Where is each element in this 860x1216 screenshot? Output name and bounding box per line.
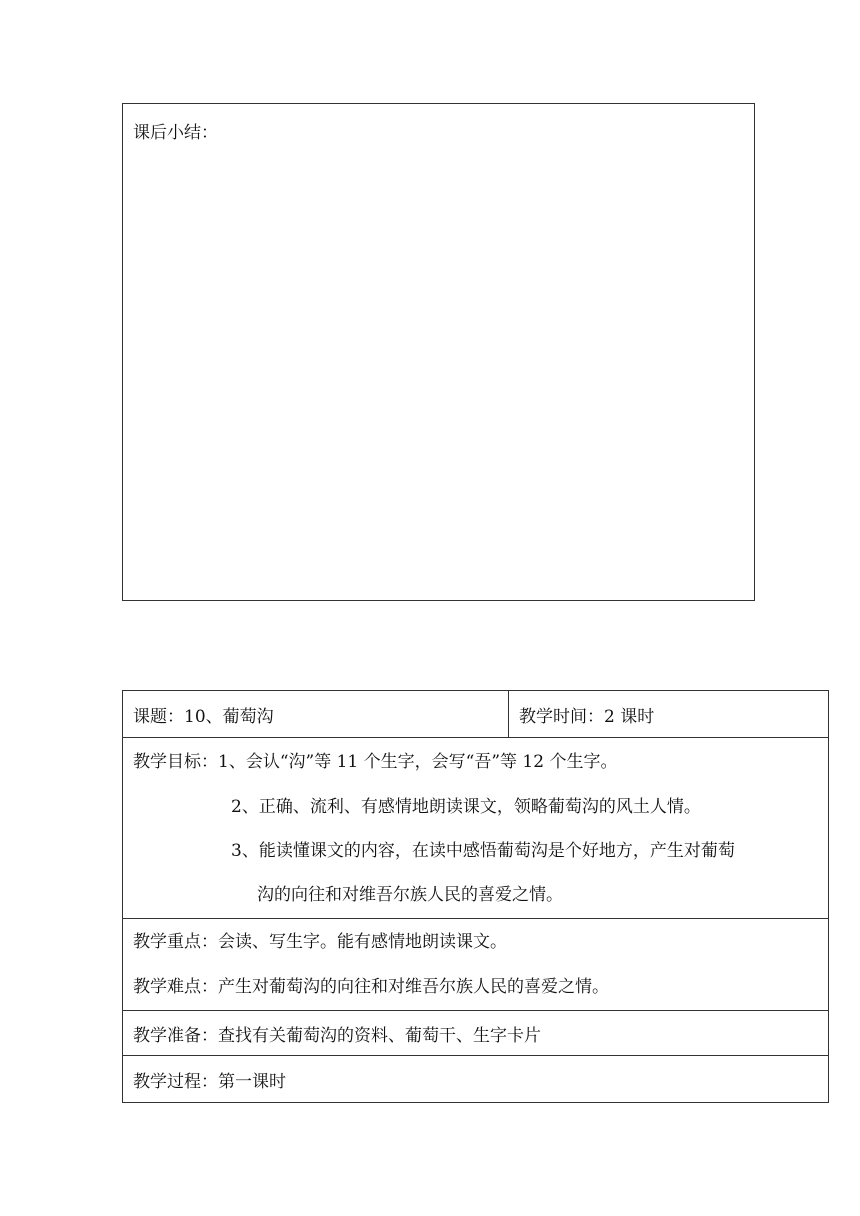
key-points-label: 教学重点： <box>133 931 218 952</box>
goal-3-continued: 沟的向往和对维吾尔族人民的喜爱之情。 <box>257 885 563 905</box>
prep-value: 查找有关葡萄沟的资料、葡萄干、生字卡片 <box>218 1025 541 1046</box>
goal-3: 3、能读懂课文的内容，在读中感悟葡萄沟是个好地方，产生对葡萄 <box>231 841 735 861</box>
process-cell <box>123 1056 829 1103</box>
process-label: 教学过程： <box>133 1071 218 1092</box>
key-points-row <box>123 919 829 1011</box>
key-points-cell <box>123 919 829 1011</box>
time-cell <box>509 691 829 738</box>
title-value: 10、葡萄沟 <box>184 706 274 727</box>
title-cell <box>123 691 509 738</box>
post-class-summary-box <box>122 103 755 601</box>
time-label: 教学时间： <box>519 706 604 727</box>
summary-label: 课后小结： <box>133 123 218 143</box>
goals-label: 教学目标： <box>133 752 218 772</box>
lesson-plan-table <box>122 690 829 1103</box>
goals-row <box>123 738 829 919</box>
key-points-value: 会读、写生字。能有感情地朗读课文。 <box>218 931 507 952</box>
title-row <box>123 691 829 738</box>
goal-line-1 <box>133 739 818 785</box>
difficulties-label: 教学难点： <box>133 976 218 997</box>
difficulties-value: 产生对葡萄沟的向往和对维吾尔族人民的喜爱之情。 <box>218 976 609 997</box>
difficulties-line <box>133 965 818 1010</box>
key-points-line <box>133 920 818 965</box>
prep-row <box>123 1011 829 1056</box>
process-row <box>123 1056 829 1103</box>
title-label: 课题： <box>133 706 184 727</box>
goals-cell <box>123 738 829 919</box>
prep-cell <box>123 1011 829 1056</box>
prep-label: 教学准备： <box>133 1025 218 1046</box>
goal-1: 1、会认“沟”等 11 个生字，会写“吾”等 12 个生字。 <box>218 752 618 772</box>
goal-2: 2、正确、流利、有感情地朗读课文，领略葡萄沟的风土人情。 <box>231 797 701 817</box>
process-value: 第一课时 <box>218 1071 286 1092</box>
time-value: 2 课时 <box>604 706 655 727</box>
